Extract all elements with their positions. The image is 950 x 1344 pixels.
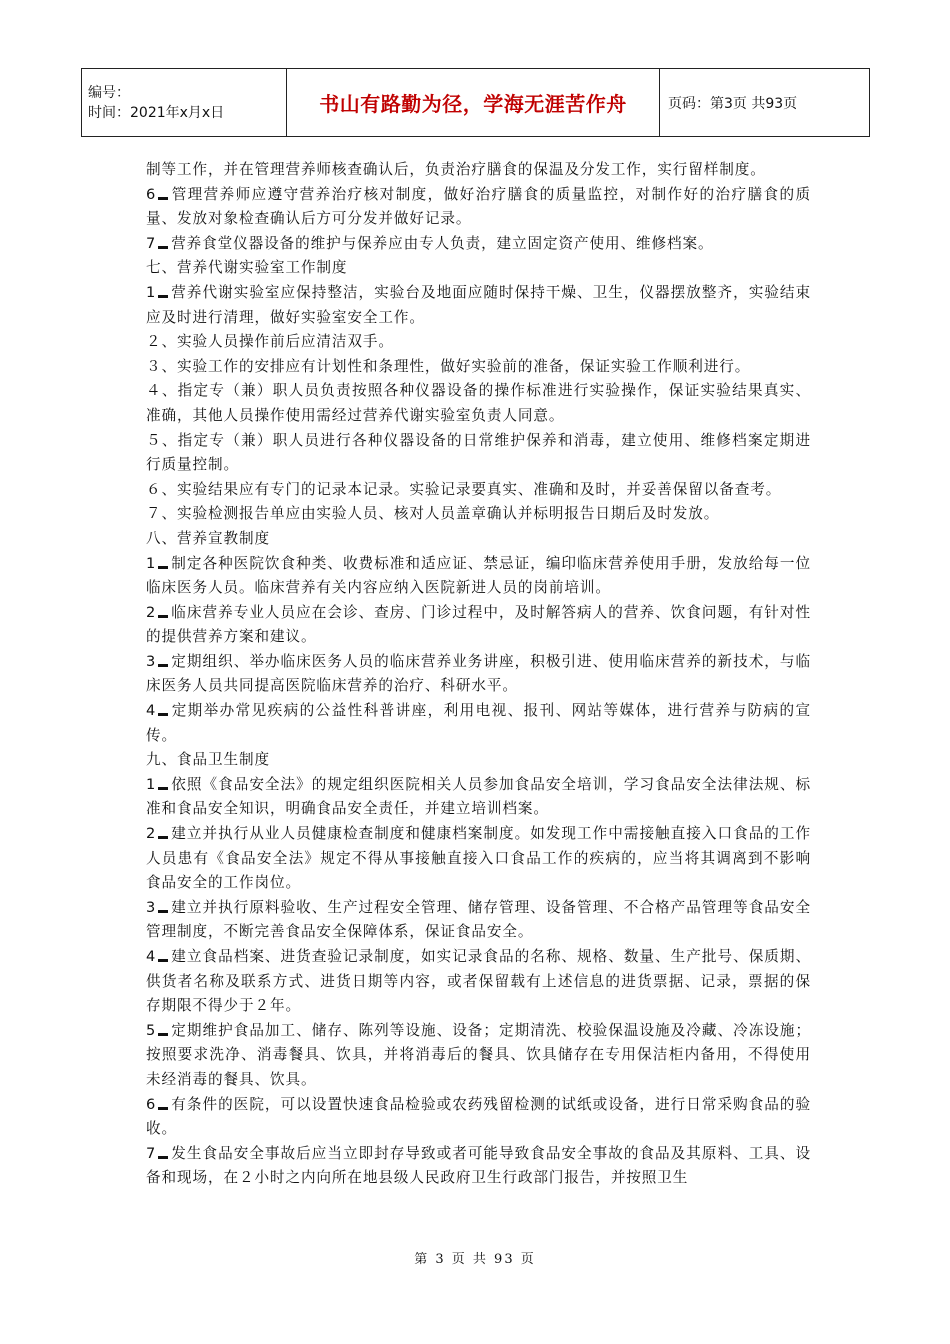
document-body: [146, 158, 811, 1191]
list-marker-icon: [158, 953, 168, 962]
list-marker-icon: [158, 781, 168, 790]
list-marker-icon: [158, 240, 168, 249]
paragraph: [146, 527, 811, 552]
paragraph: [146, 650, 811, 699]
paragraph-text: 定期组织、举办临床医务人员的临床营养业务讲座，积极引进、使用临床营养的新技术，与临床医务人员共同提高医院临床营养的治疗、科研水平。: [146, 652, 811, 695]
item-number: 1: [146, 283, 157, 301]
paragraph: [146, 502, 811, 527]
item-number: 4: [146, 702, 157, 720]
item-number: 6: [146, 185, 157, 203]
paragraph: [146, 1093, 811, 1142]
item-number: 2: [146, 603, 157, 621]
item-number: 1: [146, 775, 157, 793]
paragraph-text: 九、食品卫生制度: [146, 751, 270, 769]
paragraph: [146, 601, 811, 650]
paragraph: [146, 478, 811, 503]
paragraph-text: 临床营养专业人员应在会诊、查房、门诊过程中，及时解答病人的营养、饮食问题，有针对性的提供营养方案和建议。: [146, 603, 811, 646]
paragraph-text: 七、营养代谢实验室工作制度: [146, 259, 348, 277]
paragraph: [146, 232, 811, 257]
item-number: 4: [146, 948, 157, 965]
paragraph: [146, 699, 811, 748]
paragraph: [146, 1142, 811, 1191]
paragraph-text: 依照《食品安全法》的规定组织医院相关人员参加食品安全培训，学习食品安全法律法规、标准和食品安全知识，明确食品安全责任，并建立培训档案。: [146, 775, 811, 818]
paragraph: [146, 429, 811, 478]
paragraph: [146, 379, 811, 428]
paragraph-text: 建立食品档案、进货查验记录制度，如实记录食品的名称、规格、数量、生产批号、保质期、供货者名称及联系方式、进货日期等内容，或者保留载有上述信息的进货票据、记录，票据的保存期限不得少于２年。: [146, 948, 811, 1015]
item-number: 2: [146, 825, 157, 843]
page-footer: 第 3 页 共 93 页: [414, 1252, 536, 1267]
paragraph: [146, 822, 811, 896]
paragraph-text: ６、实验结果应有专门的记录本记录。实验记录要真实、准确和及时，并妥善保留以备查考。: [146, 480, 782, 498]
document-date: 时间：2021年x月x日: [88, 104, 225, 121]
item-number: 7: [146, 1144, 157, 1162]
document-number-label: 编号：: [88, 84, 130, 101]
header-info: [82, 69, 287, 137]
list-marker-icon: [158, 191, 168, 200]
list-marker-icon: [158, 289, 168, 298]
list-marker-icon: [158, 1101, 168, 1110]
paragraph: [146, 1019, 811, 1093]
paragraph: [146, 281, 811, 330]
paragraph-text: 制定各种医院饮食种类、收费标准和适应证、禁忌证，编印临床营养使用手册，发放给每一位临床医务人员。临床营养有关内容应纳入医院新进人员的岗前培训。: [146, 554, 811, 597]
header-motto: 书山有路勤为径，学海无涯苦作舟: [287, 69, 660, 137]
list-marker-icon: [158, 560, 168, 569]
paragraph-text: 制等工作，并在管理营养师核查确认后，负责治疗膳食的保温及分发工作，实行留样制度。: [146, 161, 766, 178]
paragraph: [146, 330, 811, 355]
item-number: 6: [146, 1095, 157, 1113]
paragraph: [146, 773, 811, 822]
item-number: 5: [146, 1021, 157, 1039]
paragraph-text: ４、指定专（兼）职人员负责按照各种仪器设备的操作标准进行实验操作，保证实验结果真实、准确，其他人员操作使用需经过营养代谢实验室负责人同意。: [146, 382, 811, 424]
header-page-number: 页码：第3页 共93页: [660, 69, 870, 137]
list-marker-icon: [158, 904, 168, 913]
paragraph-text: 营养代谢实验室应保持整洁，实验台及地面应随时保持干燥、卫生，仪器摆放整齐，实验结束应及时进行清理，做好实验室安全工作。: [146, 283, 811, 326]
paragraph: [146, 183, 811, 232]
paragraph-text: 八、营养宣教制度: [146, 529, 270, 547]
list-marker-icon: [158, 830, 168, 839]
paragraph: [146, 748, 811, 773]
paragraph: [146, 552, 811, 601]
paragraph-text: ３、实验工作的安排应有计划性和条理性，做好实验前的准备，保证实验工作顺利进行。: [146, 357, 751, 375]
paragraph: [146, 256, 811, 281]
paragraph-text: ２、实验人员操作前后应清洁双手。: [146, 333, 394, 351]
paragraph-text: 营养食堂仪器设备的维护与保养应由专人负责，建立固定资产使用、维修档案。: [171, 234, 714, 252]
paragraph-text: 建立并执行从业人员健康检查制度和健康档案制度。如发现工作中需接触直接入口食品的工作人员患有《食品安全法》规定不得从事接触直接入口食品工作的疾病的，应当将其调离到不影响食品安全的工作岗位。: [146, 825, 811, 892]
item-number: 7: [146, 234, 157, 252]
item-number: 3: [146, 652, 157, 670]
paragraph-text: 建立并执行原料验收、生产过程安全管理、储存管理、设备管理、不合格产品管理等食品安全管理制度，不断完善食品安全保障体系，保证食品安全。: [146, 898, 811, 941]
list-marker-icon: [158, 658, 168, 667]
paragraph: [146, 158, 811, 183]
paragraph-text: 定期维护食品加工、储存、陈列等设施、设备；定期清洗、校验保温设施及冷藏、冷冻设施；按照要求洗净、消毒餐具、饮具，并将消毒后的餐具、饮具储存在专用保洁柜内备用，不得使用未经消毒的餐具、饮具。: [146, 1021, 811, 1088]
list-marker-icon: [158, 609, 168, 618]
paragraph-text: 定期举办常见疾病的公益性科普讲座，利用电视、报刊、网站等媒体，进行营养与防病的宣传。: [146, 702, 811, 744]
paragraph-text: ５、指定专（兼）职人员进行各种仪器设备的日常维护保养和消毒，建立使用、维修档案定期进行质量控制。: [146, 431, 811, 474]
item-number: 1: [146, 554, 157, 572]
paragraph-text: 发生食品安全事故后应当立即封存导致或者可能导致食品安全事故的食品及其原料、工具、设备和现场，在２小时之内向所在地县级人民政府卫生行政部门报告，并按照卫生: [146, 1144, 811, 1187]
item-number: 3: [146, 898, 157, 916]
document-header: [81, 68, 870, 137]
list-marker-icon: [158, 1027, 168, 1036]
paragraph: [146, 896, 811, 945]
paragraph-text: ７、实验检测报告单应由实验人员、核对人员盖章确认并标明报告日期后及时发放。: [146, 505, 720, 523]
list-marker-icon: [158, 707, 168, 716]
paragraph-text: 管理营养师应遵守营养治疗核对制度，做好治疗膳食的质量监控，对制作好的治疗膳食的质量、发放对象检查确认后方可分发并做好记录。: [146, 185, 811, 228]
list-marker-icon: [158, 1150, 168, 1159]
paragraph: [146, 355, 811, 380]
paragraph-text: 有条件的医院，可以设置快速食品检验或农药残留检测的试纸或设备，进行日常采购食品的验收。: [146, 1095, 811, 1138]
paragraph: [146, 945, 811, 1019]
